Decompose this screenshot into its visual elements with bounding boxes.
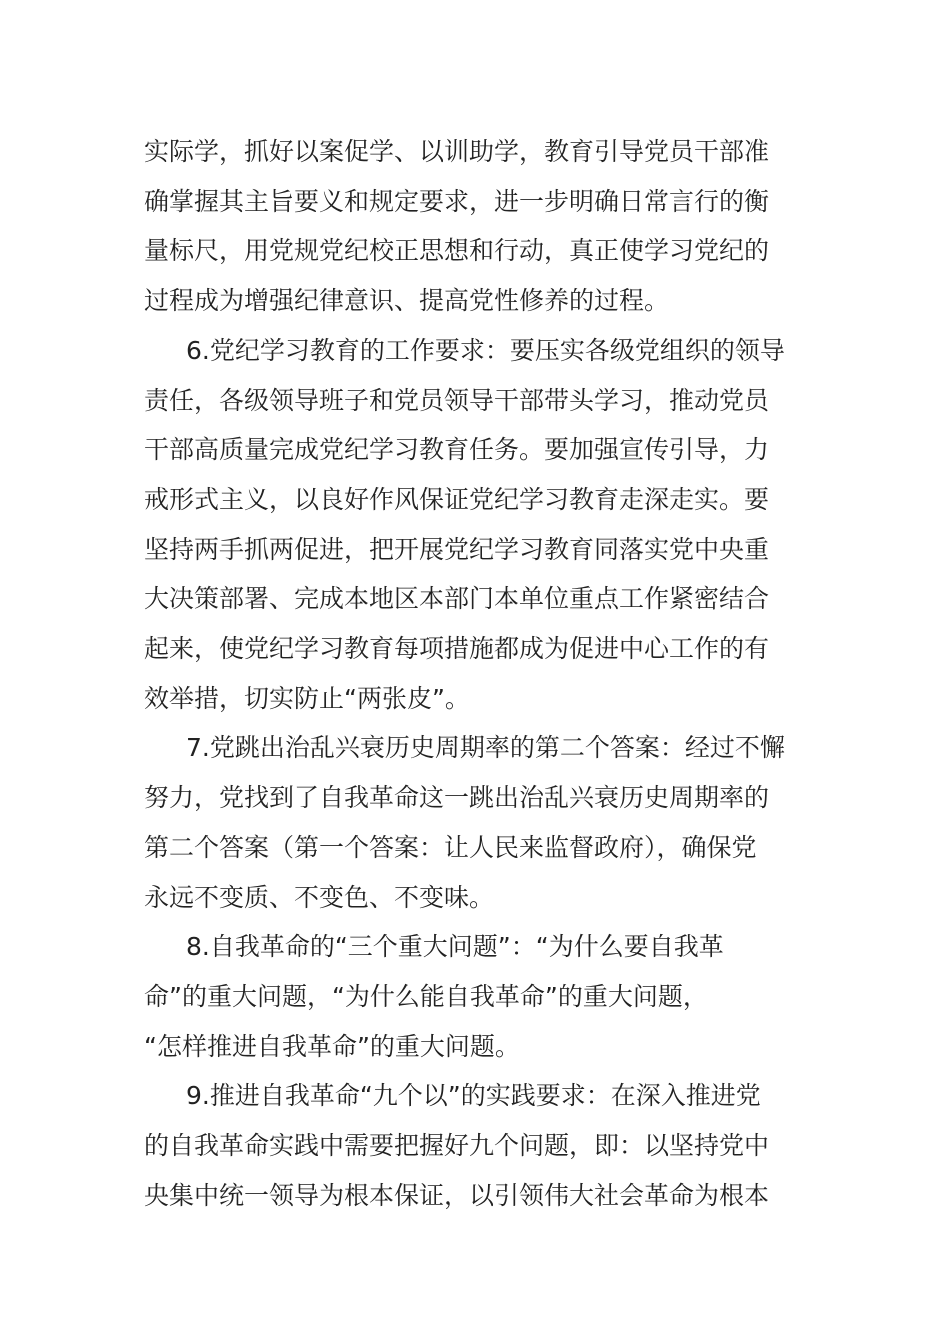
text-line: 过程成为增强纪律意识、提高党性修养的过程。 — [144, 286, 670, 316]
text-line: 起来，使党纪学习教育每项措施都成为促进中心工作的有 — [144, 634, 770, 664]
paragraph-item-9 — [144, 1071, 806, 1220]
text-line: 8.自我革命的“三个重大问题”：“为什么要自我革 — [186, 932, 724, 962]
text-line: 责任，各级领导班子和党员领导干部带头学习，推动党员 — [144, 385, 770, 415]
text-line: 确掌握其主旨要义和规定要求，进一步明确日常言行的衡 — [144, 186, 770, 216]
text-line: 效举措，切实防止“两张皮”。 — [144, 683, 470, 713]
text-line: 戒形式主义，以良好作风保证党纪学习教育走深走实。要 — [144, 484, 770, 514]
paragraph-item-8 — [144, 922, 806, 1071]
paragraph-continued — [144, 127, 806, 326]
text-line: 努力，党找到了自我革命这一跳出治乱兴衰历史周期率的 — [144, 783, 770, 813]
paragraph-item-6 — [144, 326, 806, 724]
text-line: 坚持两手抓两促进，把开展党纪学习教育同落实党中央重 — [144, 534, 770, 564]
text-line: 实际学，抓好以案促学、以训助学，教育引导党员干部准 — [144, 137, 770, 166]
text-line: 6.党纪学习教育的工作要求：要压实各级党组织的领导 — [186, 335, 785, 365]
text-line: 央集中统一领导为根本保证，以引领伟大社会革命为根本 — [144, 1180, 770, 1210]
text-line: 干部高质量完成党纪学习教育任务。要加强宣传引导，力 — [144, 435, 770, 465]
text-line: 永远不变质、不变色、不变味。 — [144, 882, 495, 912]
text-line: 命”的重大问题，“为什么能自我革命”的重大问题， — [144, 981, 708, 1011]
text-line: 7.党跳出治乱兴衰历史周期率的第二个答案：经过不懈 — [186, 733, 785, 763]
text-line: 大决策部署、完成本地区本部门本单位重点工作紧密结合 — [144, 584, 770, 614]
text-line: “怎样推进自我革命”的重大问题。 — [144, 1031, 520, 1061]
document-body — [144, 127, 806, 1220]
text-line: 的自我革命实践中需要把握好九个问题，即：以坚持党中 — [144, 1131, 770, 1161]
text-line: 9.推进自我革命“九个以”的实践要求：在深入推进党 — [186, 1081, 761, 1111]
text-line: 第二个答案（第一个答案：让人民来监督政府），确保党 — [144, 832, 757, 862]
paragraph-item-7 — [144, 723, 806, 922]
text-line: 量标尺，用党规党纪校正思想和行动，真正使学习党纪的 — [144, 236, 770, 266]
